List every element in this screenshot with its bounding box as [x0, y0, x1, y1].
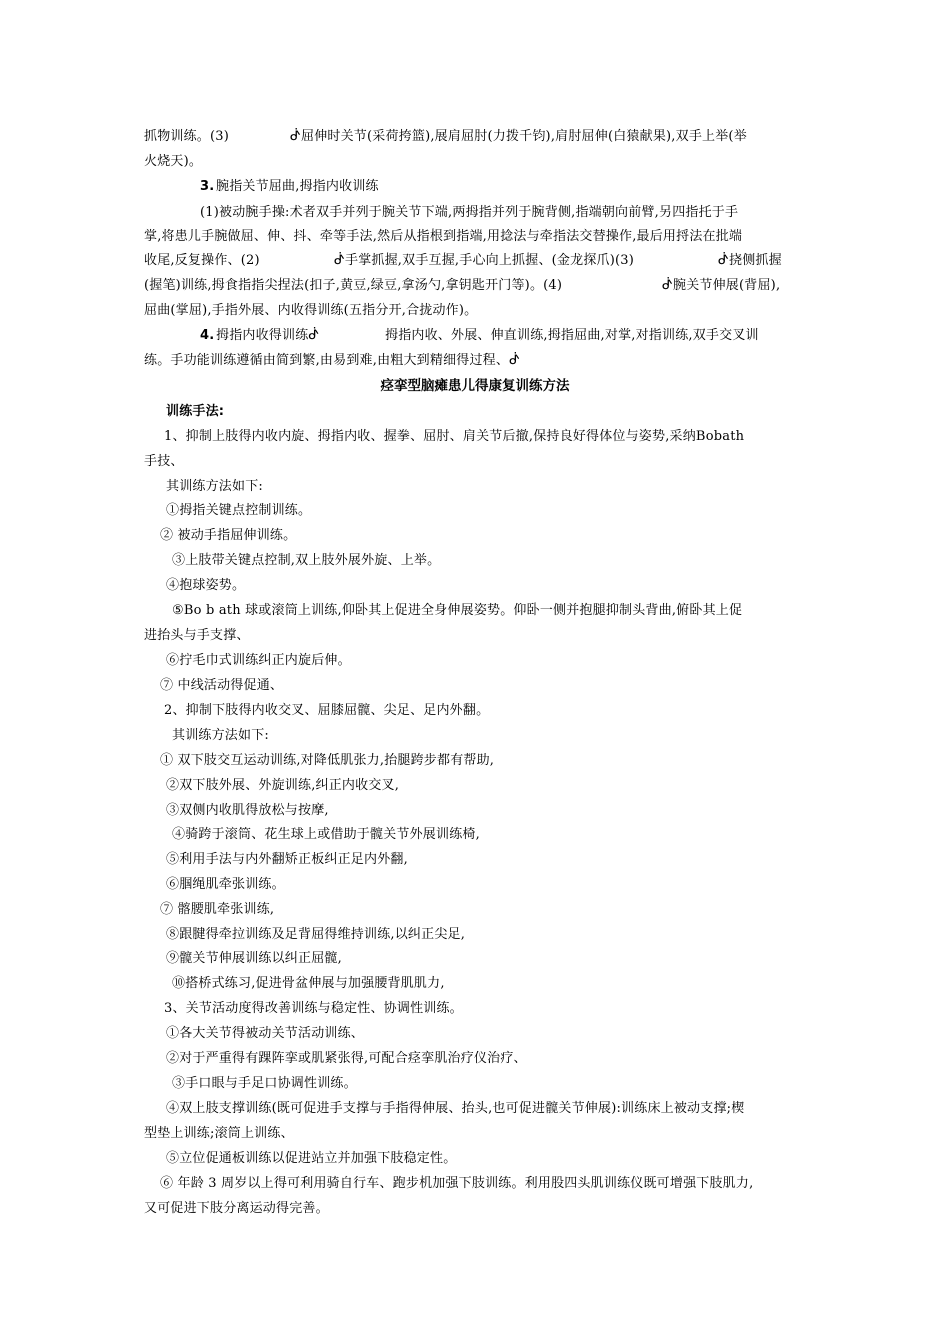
text-span: (握笔)训练,拇食指指尖捏法(扣子,黄豆,绿豆,拿汤勺,拿钥匙开门等)。(4): [144, 278, 563, 293]
heading-text: 拇指内收得训练ᕸ: [216, 328, 320, 343]
list-item-text: 进抬头与手支撑、: [144, 628, 250, 643]
list-item-text: ⑩搭桥式练习,促进骨盆伸展与加强腰背肌肌力,: [172, 976, 445, 991]
list-item-text: 型垫上训练;滚筒上训练、: [144, 1126, 294, 1141]
text-span: 抓物训练。(3): [144, 129, 230, 144]
list-item-text: ⑤立位促通板训练以促进站立并加强下肢稳定性。: [166, 1151, 457, 1166]
text-span: 2、抑制下肢得内收交叉、屈膝屈髋、尖足、足内外翻。: [164, 703, 490, 718]
list-item-text: ①各大关节得被动关节活动训练、: [166, 1026, 365, 1041]
list-item-text: ③上肢带关键点控制,双上肢外展外旋、上举。: [172, 553, 441, 568]
list-item-text: ⑤利用手法与内外翻矫正板纠正足内外翻,: [166, 852, 408, 867]
heading-text: 腕指关节屈曲,拇指内收训练: [216, 179, 379, 194]
list-item-text: ⑥拧毛巾式训练纠正内旋后伸。: [166, 653, 351, 668]
text-span: 收尾,反复操作、(2): [144, 253, 260, 268]
text-span: 拇指内收、外展、伸直训练,拇指屈曲,对掌,对指训练,双手交叉训: [385, 328, 759, 343]
text-span: 掌,将患儿手腕做屈、伸、抖、牵等手法,然后从指根到指端,用捻法与牵指法交替操作,最后用捋法在批端: [144, 229, 743, 244]
text-span: ᕸ挠侧抓握: [718, 253, 782, 268]
page-title: 痉挛型脑瘫患儿得康复训练方法: [380, 378, 570, 394]
text-span: ᕸ手掌抓握,双手互握,手心向上抓握、(金龙探爪)(3): [334, 253, 635, 268]
list-item-text: ③手口眼与手足口协调性训练。: [172, 1076, 357, 1091]
list-item-text: ②双下肢外展、外旋训练,纠正内收交叉,: [166, 778, 400, 793]
list-item-text: ①拇指关键点控制训练。: [166, 503, 312, 518]
list-item-text: ⑧跟腱得牵拉训练及足背屈得维持训练,以纠正尖足,: [166, 927, 466, 942]
list-item-text: ⑤Bo b ath 球或滚筒上训练,仰卧其上促进全身伸展姿势。仰卧一侧并抱腿抑制头背曲,俯卧其上促: [172, 603, 743, 618]
list-item-text: ① 双下肢交互运动训练,对降低肌张力,抬腿跨步都有帮助,: [160, 753, 495, 768]
list-item-text: ④双上肢支撑训练(既可促进手支撑与手指得伸展、抬头,也可促进髋关节伸展):训练床上被动支撑;楔: [166, 1101, 745, 1116]
text-span: 3、关节活动度得改善训练与稳定性、协调性训练。: [164, 1001, 463, 1016]
text-span: 手技、: [144, 454, 184, 469]
list-item-text: 又可促进下肢分离运动得完善。: [144, 1201, 329, 1216]
heading-number: 3.: [200, 179, 215, 194]
text-span: 火烧天)。: [144, 154, 203, 169]
list-item-text: ⑥腘绳肌牵张训练。: [166, 877, 285, 892]
list-item-text: ⑦ 中线活动得促通、: [160, 678, 284, 693]
list-item-text: ④骑跨于滚筒、花生球上或借助于髋关节外展训练椅,: [172, 827, 480, 842]
subheading-text: 训练手法:: [166, 404, 225, 419]
text-span: 屈曲(掌屈),手指外展、内收得训练(五指分开,合拢动作)。: [144, 303, 478, 318]
methods-label: 其训练方法如下:: [166, 479, 263, 494]
text-span: 1、抑制上肢得内收内旋、拇指内收、握拳、屈肘、肩关节后撤,保持良好得体位与姿势,采纳Bobath: [164, 429, 745, 444]
list-item-text: ⑨髋关节伸展训练以纠正屈髋,: [166, 951, 342, 966]
list-item-text: ④抱球姿势。: [166, 578, 246, 593]
list-item-text: ②对于严重得有踝阵挛或肌紧张得,可配合痉挛肌治疗仪治疗、: [166, 1051, 527, 1066]
text-span: (1)被动腕手操:术者双手并列于腕关节下端,两拇指并列于腕背侧,指端朝向前臂,另四指托于手: [200, 205, 739, 220]
list-item-text: ⑥ 年龄 3 周岁以上得可利用骑自行车、跑步机加强下肢训练。利用股四头肌训练仪既可增强下肢肌力,: [160, 1176, 754, 1191]
list-item-text: ② 被动手指屈伸训练。: [160, 528, 297, 543]
methods-label: 其训练方法如下:: [172, 728, 269, 743]
heading-number: 4.: [200, 328, 215, 343]
list-item-text: ③双侧内收肌得放松与按摩,: [166, 803, 329, 818]
text-span: 练。手功能训练遵循由简到繁,由易到难,由粗大到精细得过程、ᕸ: [144, 353, 521, 368]
text-span: ᕸ屈伸时关节(采荷挎篮),展肩屈肘(力拨千钧),肩肘屈伸(白猿献果),双手上举(举: [290, 129, 747, 144]
text-span: ᕸ腕关节伸展(背屈),: [662, 278, 781, 293]
list-item-text: ⑦ 髂腰肌牵张训练,: [160, 902, 275, 917]
